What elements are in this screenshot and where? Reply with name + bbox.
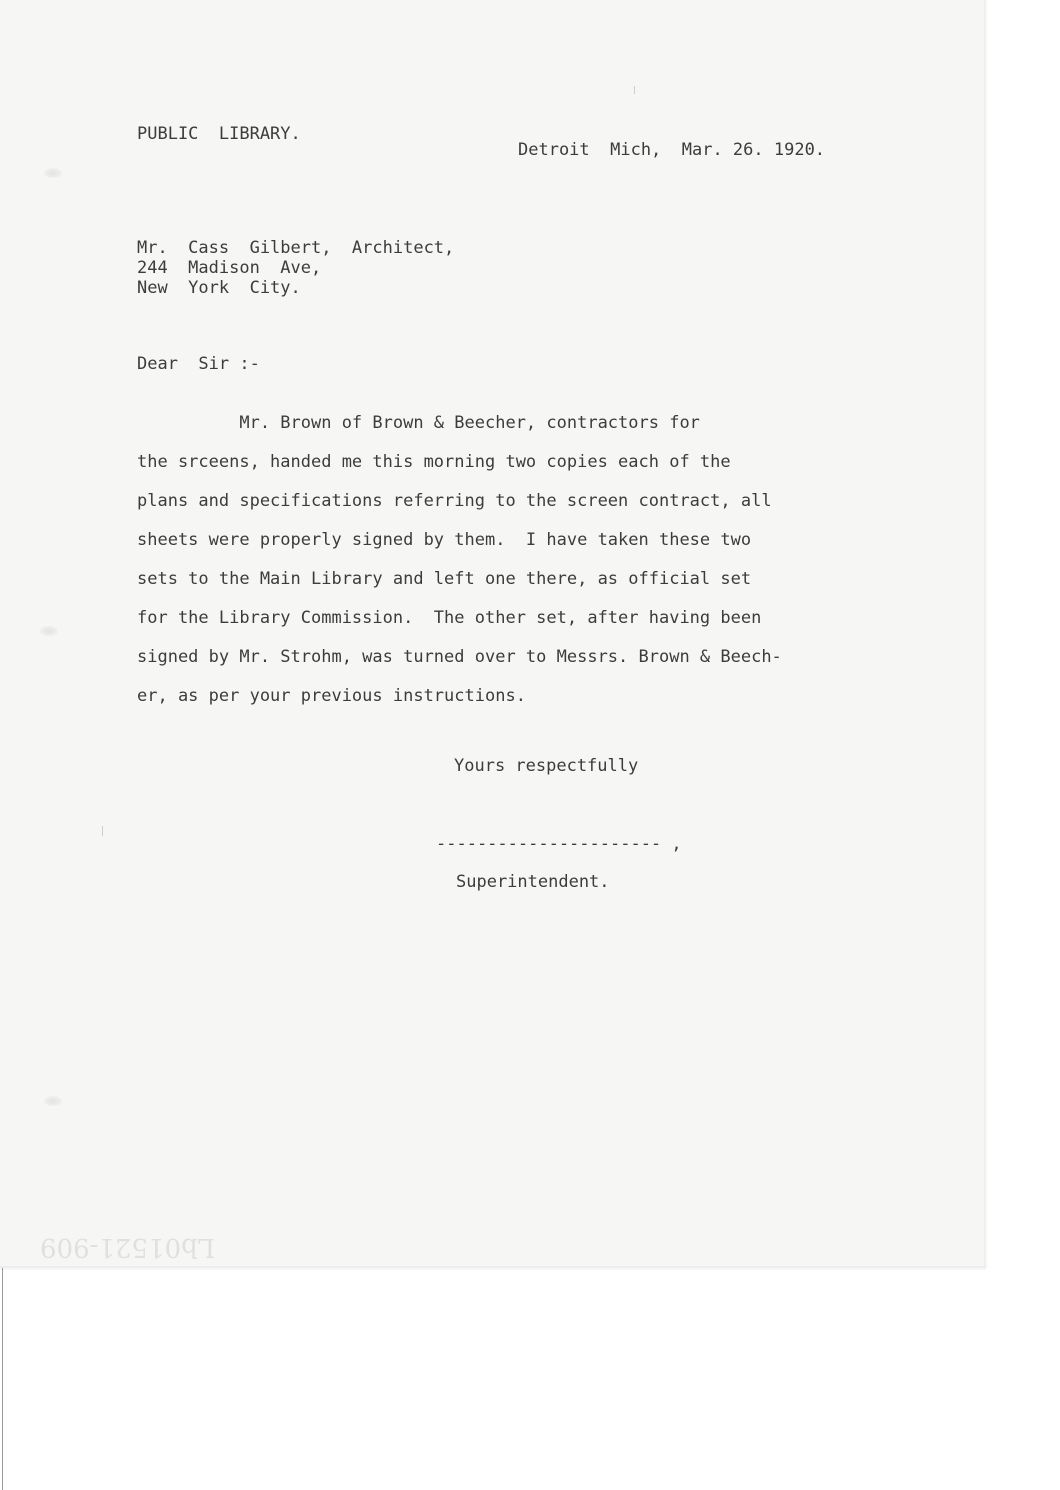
signature-title: Superintendent. [456,872,610,892]
sheet-edge [0,1266,986,1271]
paper-mark [40,626,58,636]
body-line: sheets were properly signed by them. I have taken these two [137,530,752,550]
body-line: for the Library Commission. The other set, after having been [137,608,762,628]
letterhead: PUBLIC LIBRARY. [137,124,301,144]
body-line: plans and specifications referring to the screen contract, all [137,491,772,511]
closing: Yours respectfully [454,756,639,776]
body-line: the srceens, handed me this morning two copies each of the [137,452,731,472]
archive-mark: Lb01521-909 [40,1232,216,1262]
signature-line: ---------------------- , [436,834,682,854]
address-line: 244 Madison Ave, [137,258,322,278]
body-line: er, as per your previous instructions. [137,686,526,706]
body-line: signed by Mr. Strohm, was turned over to Messrs. Brown & Beech- [137,647,782,667]
letter-body [137,404,897,716]
recipient-address [137,238,454,298]
body-line: sets to the Main Library and left one there, as official set [137,569,752,589]
scan-border-line [2,1268,3,1490]
address-line: New York City. [137,278,301,298]
address-line: Mr. Cass Gilbert, Architect, [137,238,455,258]
letter-date: Detroit Mich, Mar. 26. 1920. [518,140,826,160]
sheet-edge [984,0,988,1268]
paper-mark [634,86,635,94]
paper-mark [102,826,103,836]
body-line: Mr. Brown of Brown & Beecher, contractors for [137,413,700,433]
salutation: Dear Sir :- [137,354,260,374]
paper-mark [44,1096,62,1106]
paper-mark [44,168,62,178]
